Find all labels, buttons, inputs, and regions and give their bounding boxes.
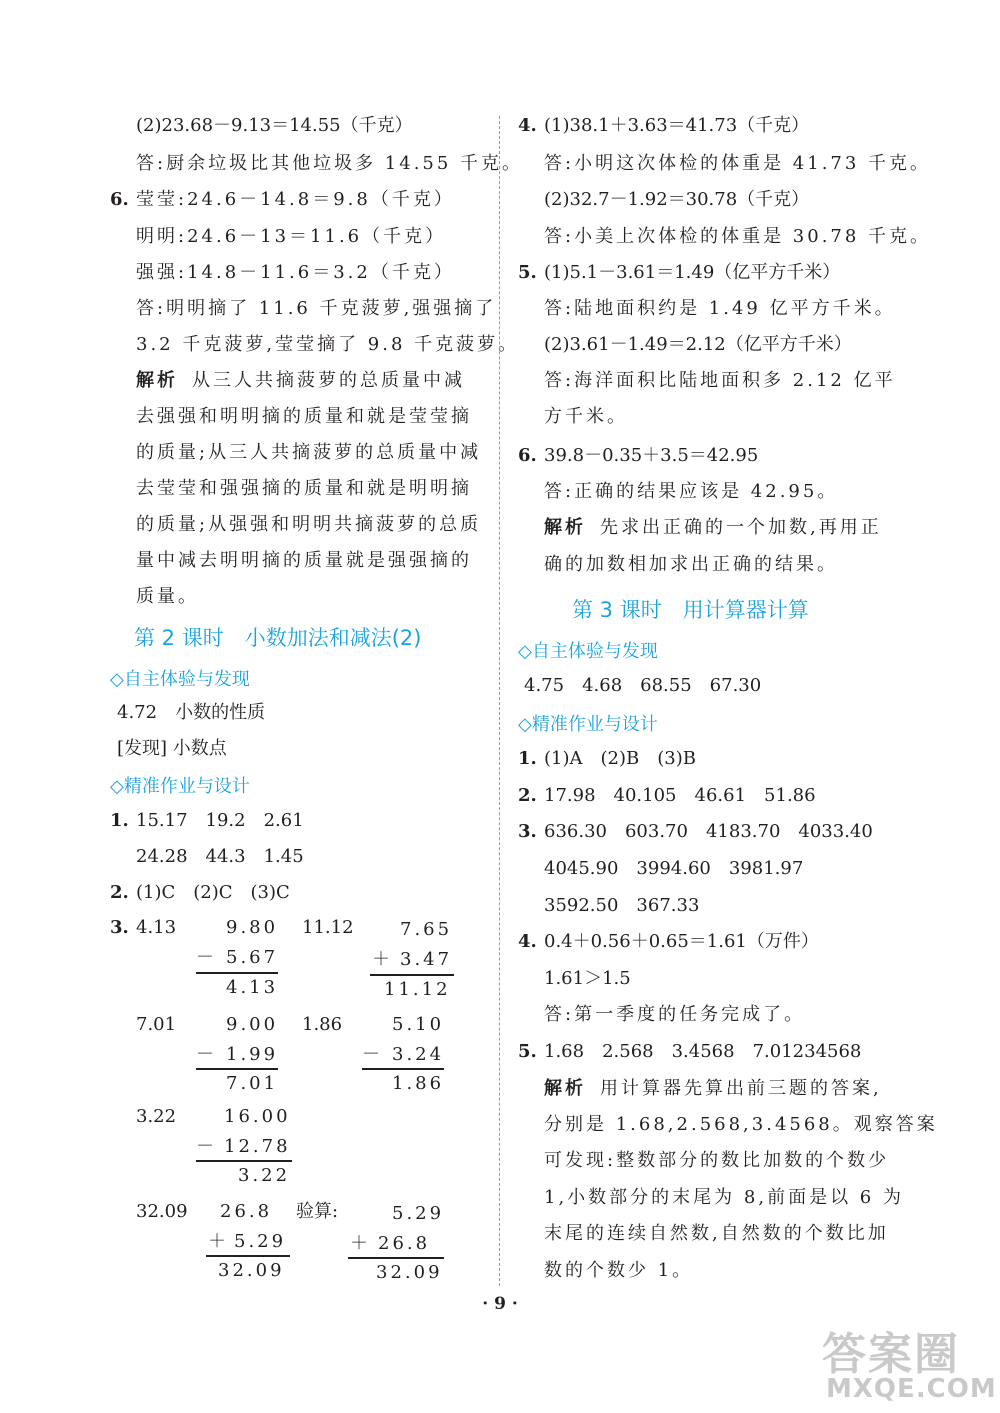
vertical-calc-2-result: 11.12 <box>384 979 451 1000</box>
analysis-r2-line-3: 可发现:整数部分的数比加数的个数少 <box>544 1150 890 1171</box>
vertical-calc-5-bottom: 12.78 <box>224 1136 291 1157</box>
vertical-calc-6-bottom: 5.29 <box>234 1231 287 1252</box>
q6-line-3: 强强:14.8－11.6＝3.2（千克） <box>136 262 455 283</box>
analysis-r1-line-2: 确的加数相加求出正确的结果。 <box>544 554 838 575</box>
section-self-experience: ◇自主体验与发现 <box>110 669 250 690</box>
vertical-calc-2-top: 7.65 <box>400 919 453 940</box>
vertical-calc-6-rule <box>206 1255 290 1257</box>
section-self-experience-r: ◇自主体验与发现 <box>518 641 658 662</box>
q5-line-5: 方千米。 <box>544 406 628 427</box>
answer-r3-line-2: 4045.90 3994.60 3981.97 <box>544 858 804 879</box>
vertical-calc-3-result: 7.01 <box>226 1073 279 1094</box>
watermark-top-text: 答案圈 <box>822 1329 960 1380</box>
vertical-calc-5-top: 16.00 <box>224 1106 291 1127</box>
answer-r1-line-1: (1)A (2)B (3)B <box>544 748 696 769</box>
vertical-calc-3-top: 9.00 <box>226 1014 279 1035</box>
answer-r2-line-1: 17.98 40.105 46.61 51.86 <box>544 785 816 806</box>
q6-line-5: 3.2 千克菠萝,莹莹摘了 9.8 千克菠萝。 <box>136 334 520 355</box>
analysis-r2-line-2: 分别是 1.68,2.568,3.4568。观察答案 <box>544 1114 938 1135</box>
answer-r1-number: 1. <box>518 748 537 769</box>
question-5-number: 5. <box>518 262 537 283</box>
answer-r3-number: 3. <box>518 821 537 842</box>
answer-r4-number: 4. <box>518 931 537 952</box>
answer-r2-number: 2. <box>518 785 537 806</box>
vertical-calc-3-rule <box>196 1068 278 1070</box>
q6r-line-2: 答:正确的结果应该是 42.95。 <box>544 481 839 502</box>
check-calc-result: 32.09 <box>376 1262 443 1283</box>
section-precise-homework-r: ◇精准作业与设计 <box>518 714 658 735</box>
vertical-calc-1-answer: 4.13 <box>136 917 177 938</box>
answer-r3-line-1: 636.30 603.70 4183.70 4033.40 <box>544 821 873 842</box>
left-line-1: (2)23.68－9.13＝14.55（千克） <box>136 115 413 136</box>
vertical-calc-1-rule <box>196 972 278 974</box>
q5-line-3: (2)3.61－1.49＝2.12（亿平方千米） <box>544 334 852 355</box>
q4-line-4: 答:小美上次体检的体重是 30.78 千克。 <box>544 226 932 247</box>
self-experience-line-1: 4.72 小数的性质 <box>117 702 266 723</box>
answer-r4-line-2: 1.61＞1.5 <box>544 968 631 989</box>
vertical-calc-1-top: 9.80 <box>226 917 279 938</box>
vertical-calc-4-operator: － <box>362 1044 383 1065</box>
vertical-calc-4-bottom: 3.24 <box>392 1044 445 1065</box>
vertical-calc-6-answer: 32.09 <box>136 1201 188 1222</box>
q6r-line-1: 39.8－0.35＋3.5＝42.95 <box>544 445 759 466</box>
column-divider <box>499 116 500 1286</box>
page-number: · 9 · <box>482 1294 518 1314</box>
analysis-text: 从三人共摘菠萝的总质量中减 <box>192 370 465 391</box>
q5-line-2: 答:陆地面积约是 1.49 亿平方千米。 <box>544 298 896 319</box>
answer-1-number: 1. <box>110 810 129 831</box>
vertical-calc-4-top: 5.10 <box>392 1014 445 1035</box>
vertical-calc-5-rule <box>196 1160 292 1162</box>
check-calc-label: 验算: <box>296 1201 339 1222</box>
vertical-calc-6-result: 32.09 <box>218 1260 285 1281</box>
analysis-r1-label: 解析 <box>544 517 586 538</box>
vertical-calc-1-bottom: 5.67 <box>226 947 279 968</box>
question-4-number: 4. <box>518 115 537 136</box>
q5-line-1: (1)5.1－3.61＝1.49（亿平方千米） <box>544 262 841 283</box>
answer-1-line-1: 15.17 19.2 2.61 <box>136 810 304 831</box>
vertical-calc-4-rule <box>362 1068 444 1070</box>
answer-r3-line-3: 3592.50 367.33 <box>544 895 700 916</box>
analysis-line-6: 量中减去明明摘的质量就是强强摘的 <box>136 550 472 571</box>
vertical-calc-4-answer: 1.86 <box>302 1014 343 1035</box>
check-calc-top: 5.29 <box>392 1203 445 1224</box>
analysis-line-7: 质量。 <box>136 586 199 607</box>
q6-line-1: 莹莹:24.6－14.8＝9.8（千克） <box>136 189 455 210</box>
lesson-2-heading: 第 2 课时 小数加法和减法(2) <box>134 626 422 650</box>
q4-line-1: (1)38.1＋3.63＝41.73（千克） <box>544 115 810 136</box>
answer-r5-line-1: 1.68 2.568 3.4568 7.01234568 <box>544 1041 862 1062</box>
analysis-r1-text: 先求出正确的一个加数,再用正 <box>600 517 882 538</box>
analysis-line-3: 的质量;从三人共摘菠萝的总质量中减 <box>136 442 482 463</box>
q4-line-2: 答:小明这次体检的体重是 41.73 千克。 <box>544 153 932 174</box>
analysis-paragraph-1 <box>136 369 465 393</box>
answer-r4-line-1: 0.4＋0.56＋0.65＝1.61（万件） <box>544 931 819 952</box>
analysis-r2-line-4: 1,小数部分的末尾为 8,前面是以 6 为 <box>544 1187 904 1208</box>
analysis-r2-text: 用计算器先算出前三题的答案, <box>600 1078 882 1099</box>
vertical-calc-6-top: 26.8 <box>220 1201 273 1222</box>
analysis-r2-paragraph <box>544 1077 882 1101</box>
lesson-3-heading: 第 3 课时 用计算器计算 <box>572 598 809 622</box>
watermark-bottom-text: MXQE.COM <box>826 1374 997 1404</box>
analysis-line-5: 的质量;从强强和明明共摘菠萝的总质 <box>136 514 482 535</box>
answer-2-number: 2. <box>110 882 129 903</box>
q4-line-3: (2)32.7－1.92＝30.78（千克） <box>544 189 810 210</box>
analysis-label: 解析 <box>136 370 178 391</box>
vertical-calc-2-bottom: 3.47 <box>400 949 453 970</box>
vertical-calc-5-operator: － <box>196 1136 217 1157</box>
vertical-calc-3-answer: 7.01 <box>136 1014 177 1035</box>
vertical-calc-2-rule <box>370 974 454 976</box>
vertical-calc-1-operator: － <box>196 947 217 968</box>
answer-r4-line-3: 答:第一季度的任务完成了。 <box>544 1004 806 1025</box>
answer-2-line-1: (1)C (2)C (3)C <box>136 882 290 903</box>
q6-line-4: 答:明明摘了 11.6 千克菠萝,强强摘了 <box>136 298 497 319</box>
answer-3-number: 3. <box>110 917 129 938</box>
analysis-r1-paragraph <box>544 516 882 540</box>
self-experience-r-line-1: 4.75 4.68 68.55 67.30 <box>524 675 762 696</box>
question-6-number: 6. <box>110 189 129 210</box>
q5-line-4: 答:海洋面积比陆地面积多 2.12 亿平 <box>544 370 896 391</box>
analysis-r2-line-6: 数的个数少 1。 <box>544 1260 694 1281</box>
left-line-2: 答:厨余垃圾比其他垃圾多 14.55 千克。 <box>136 153 524 174</box>
check-calc-rule <box>348 1257 444 1259</box>
vertical-calc-1-result: 4.13 <box>226 977 279 998</box>
answer-1-line-2: 24.28 44.3 1.45 <box>136 846 304 867</box>
vertical-calc-2-answer: 11.12 <box>302 917 354 938</box>
vertical-calc-2-operator: ＋ <box>372 949 393 970</box>
vertical-calc-6-operator: ＋ <box>208 1231 229 1252</box>
vertical-calc-5-result: 3.22 <box>238 1165 291 1186</box>
check-calc-bottom: 26.8 <box>378 1233 431 1254</box>
q6-line-2: 明明:24.6－13＝11.6（千克） <box>136 226 447 247</box>
section-precise-homework: ◇精准作业与设计 <box>110 776 250 797</box>
vertical-calc-5-answer: 3.22 <box>136 1106 177 1127</box>
vertical-calc-3-operator: － <box>196 1044 217 1065</box>
answer-r5-number: 5. <box>518 1041 537 1062</box>
vertical-calc-4-result: 1.86 <box>392 1073 445 1094</box>
check-calc-operator: ＋ <box>350 1233 371 1254</box>
self-experience-line-2: [发现] 小数点 <box>117 738 227 759</box>
analysis-r2-label: 解析 <box>544 1078 586 1099</box>
analysis-r2-line-5: 末尾的连续自然数,自然数的个数比加 <box>544 1223 889 1244</box>
analysis-line-4: 去莹莹和强强摘的质量和就是明明摘 <box>136 478 472 499</box>
vertical-calc-3-bottom: 1.99 <box>226 1044 279 1065</box>
question-6r-number: 6. <box>518 445 537 466</box>
analysis-line-2: 去强强和明明摘的质量和就是莹莹摘 <box>136 406 472 427</box>
